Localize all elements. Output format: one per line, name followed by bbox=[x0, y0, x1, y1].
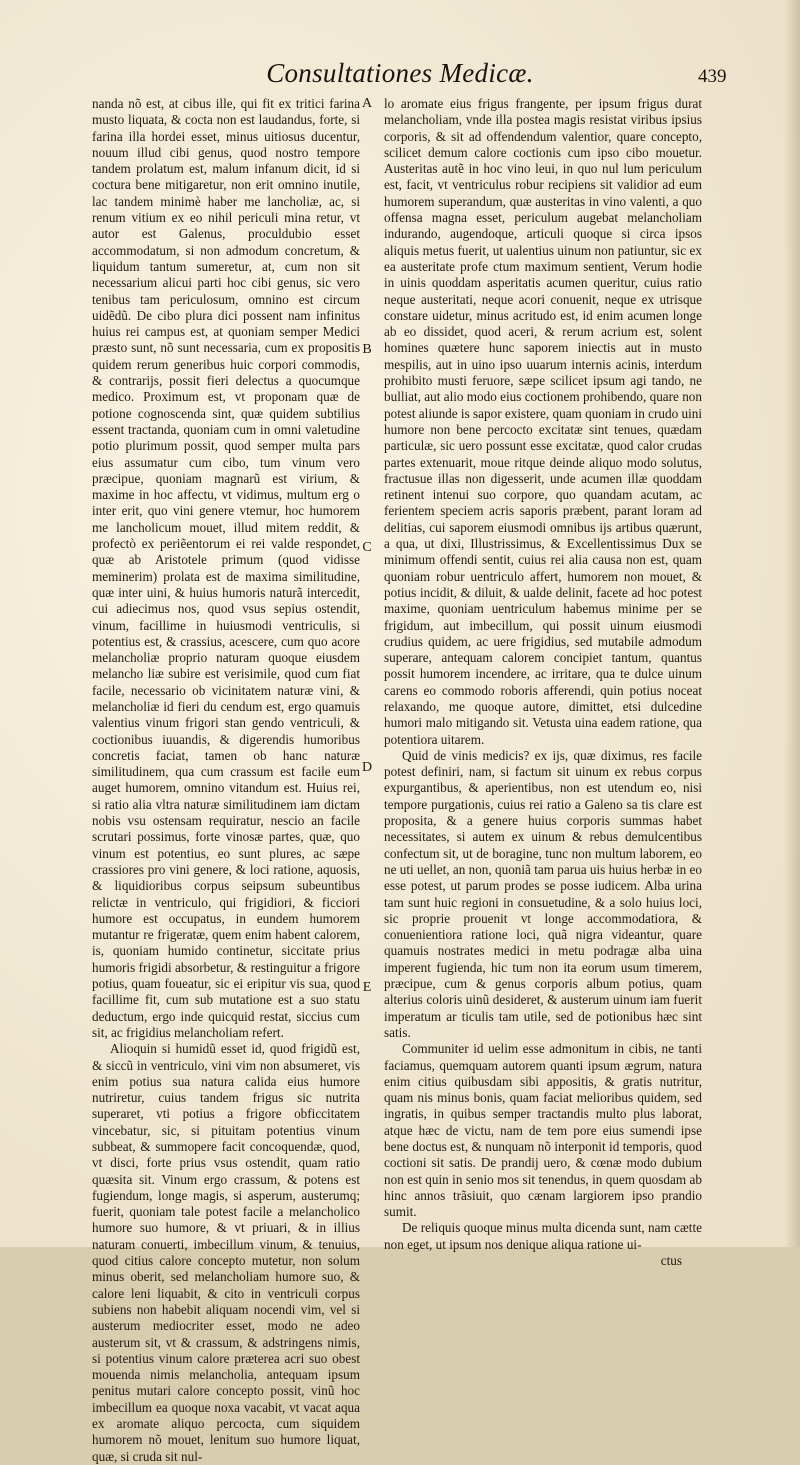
catchword: ctus bbox=[660, 1253, 682, 1269]
right-paragraph-2: Quid de vinis medicis? ex ijs, quæ diximus, res facile potest definiri, nam, si factum sit uinum ex rebus corpus expurgantibus, & aperientibus, non est utendum eo, nisi tempore purgationis, cuius rei ratio a Galeno sa tis clare est proposita, & a genere huius corporis summas habet necessitates, si autem ex uinum & rebus demulcentibus confectum sit, ut de boragine, tunc non multum laborem, eo ne uti uellet, an non, quoniã tam parua uis huius herbæ in eo esse potest, ut parum prodes se posse iudicem. Alba urina tam sunt huic regioni in consuetudine, & a solo huius loci, sic proprie prouenit vt longe accommodatiora, & conuenientiora ratione loci, quã nigra videantur, quare quamuis nostrates medici in metu podragæ alba uina imperent fugienda, hic tum non ita eorum usum timerem, præcipue, cum & genus corporis album potius, quam alterius coloris uinũ desideret, & austerum uinum iam fuerit imperatum ar ticulis tam utile, sed de potionibus hæc sint satis. bbox=[384, 747, 702, 1040]
right-paragraph-3: Communiter id uelim esse admonitum in cibis, ne tanti faciamus, quemquam autorem quanti ipsum ægrum, natura enim citius quibusdam sibi appositis, & gratis nutritur, quam nis minus bonis, quam faciat melioribus quidem, sed ingratis, in quibus semper tractandis multo plus laborat, atque hæc de victu, nam de tem pore eius sumendi ipse bene doctus est, & nunquam nõ interponit id temporis, quod coctioni sit satis. De prandij uero, & cœnæ modo dubium non est quin in senio mos sit tenendus, in quem quosdam ab hinc annos trãsiuit, quo cænam largiorem ipso prandio sumit. bbox=[384, 1041, 702, 1220]
right-paragraph-4: De reliquis quoque minus multa dicenda sunt, nam cætte non eget, ut ipsum nos denique aliqua ratione ui- bbox=[384, 1220, 702, 1252]
section-marker-c: C bbox=[362, 540, 372, 555]
running-header-title: Consultationes Medicæ. bbox=[266, 58, 534, 88]
section-marker-d: D bbox=[361, 760, 373, 775]
page-edge-shadow bbox=[784, 0, 800, 1247]
left-paragraph-2: Alioquin si humidũ esset id, quod frigidũ est, & siccũ in ventriculo, vini vim non absumeret, vis enim potius sua natura calida eius humore nutriretur, cuius tandem frigus sic nutrita superaret, vti potius a frigore obficcitatem vincebatur, sic, si pituitam potentius vinum subbeat, & summopere facit concoquendæ, quod, vt disci, forte prius vsus ostendit, quam ratio quæsita sit. Vinum ergo crassum, & potens est fugiendum, longe magis, si asperum, austerumq; fuerit, quoniam tale potest facile a melancholico humore suo humore, & vt priuari, & in illius naturam conuerti, imbecillum vinum, & tenuius, quod citius calore concepto mutetur, non solum minus oberit, sed melancholiam humore suo, & calore leni liquabit, & cito in ventriculi corpus subiens non habebit aliquam nocendi vim, vel si austerum mediocriter esset, modo ne adeo austerum sit, vt & crassum, & adstringens nimis, si potentius vinum calore præterea acri suo obest mouenda nimis melancholia, antequam ipsum penitus mutari calore concepto possit, vinũ hoc imbecillum ea quoque noxa vacabit, vt vacat aqua ex aromate aliquo percocta, cum siquidem humorem nõ mouet, lenitum suo humore liquat, quæ, si cruda sit nul- bbox=[92, 1041, 360, 1464]
right-paragraph-1: lo aromate eius frigus frangente, per ipsum frigus durat melancholiam, vnde illa postea magis resistat viribus ipsius corporis, & sit ad offendendum valentior, quare concepto, scilicet demum calore coctionis cum ipso cibo mouetur. Austeritas autẽ in hoc vino leui, in quo nul lum periculum est, facit, vt ventriculus robur recipiens sit validior ad eum humorem superandum, quæ austeritas in vino valenti, a quo offensa magna esset, periculum augebat melancholiam indurando, augendoque, articuli quoque si circa ipsos aliquis metus fuerit, ut ualentius uinum non patiuntur, sic ex ea austeritate profe ctum maximum sentient, Verum hodie in uinis quoddam asperitatis acumen queritur, cuius ratio neque austeritati, neque acori conuenit, neque ex utrisque constare uidetur, minus acritudo est, id enim acumen longe ab eo dissidet, quod aceri, & rerum acrium est, solent homines quætere hunc saporem iniectis aut in musto mespilis, aut in uino ipso uuarum internis acinis, interdum prohibito musti feruore, sæpe scilicet ipsum agi tando, ne bulliat, aut alio modo eius coctionem prohibendo, quare non potest aliunde is sapor existere, quam quoniam in crudo uini humore non bene percocto excitatæ sint tenues, quædam particulæ, sic uero possunt esse excitatæ, quod calor crudas partes extenuarit, moue ritque deinde aliquo modo solutus, fractusue illas non digesserit, unde acumen illæ quoddam retinent intenui suo corpore, quo quandam acutam, ac ferientem speciem acris saporis præbent, parant loram ad delitias, cui saporem eiusmodi omnibus ijs artibus quærunt, a qua, ut dixi, Illustrissimus, & Excellentissimus Dux se minimum offendi sentit, cuius rei alia causa non est, quam quoniam robur uentriculo affert, humorem non mouet, & potius incidit, & diluit, & ualde delinit, facete ad hoc potest maxime, quoniam uentriculum habemus minime per se frigidum, aut imbecillum, qui possit uinum eiusmodi crudius quidem, ac uere frigidius, sed mutabile admodum superare, antequam calorem concipiet tantum, quantus possit humorem incendere, ac irritare, qua te dulce uinum carens eo commodo roboris afferendi, quin potius noceat relaxando, me quoque autore, dimittet, etsi dulcedine humori malo mitigando sit. Vetusta uina eadem ratione, qua potentiora uitarem. bbox=[384, 96, 702, 747]
left-text-column bbox=[92, 96, 360, 1464]
right-text-column bbox=[384, 96, 702, 1269]
left-paragraph-1: nanda nõ est, at cibus ille, qui fit ex tritici farina musto liquata, & cocta non est laudandus, forte, si farina illa hordei esset, minus uitiosus ducentur, nouum illud cibi genus, quod nostro tempore tandem prolatum est, malum infanum dicit, id si coctura bene mitigaretur, non erit omnino inutile, lac tandem minimè haber me lancholiæ, ac, si renum vitium ex eo nihil periculi mina retur, vt autor est Galenus, proculdubio esset accommodatum, si non admodum concretum, & liquidum tantum sumeretur, at, cum non sit necessarium alicui parti hoc cibi genus, sic vero tenibus tam periculosum, omnino est circum uidẽdũ. De cibo plura dici possent nam infinitus huius rei campus est, at quoniam semper Medici præsto sunt, nõ sunt necessaria, cum ex propositis quidem rerum generibus huic corpori commodis, & contrarijs, possit fieri delectus a quocumque medico. Proximum est, vt proponam quæ de potione cognoscenda sint, quæ quidem subtilius essent tractanda, quoniam cum in omni valetudine potio plurimum possit, quod semper multa pars eius assumatur cum cibo, tum vinum vero præcipue, quoniam magnarũ est virium, & maxime in hoc affectu, vt vidimus, multum erg o inter erit, quo vini genere vtemur, hoc humorem me lancholicum mouet, illud mitem reddit, & profectò ex periẽentorum ei rei valde respondet, quæ ab Aristotele primum (quod vidisse meminerim) prolata est de maxima similitudine, quæ inter uini, & huius humoris naturã intercedit, cui adiecimus nos, quod vsus sepius ostendit, vinum, facillime in huiusmodi ventriculis, si potentius est, & crassius, acescere, cum quo acore melancholiæ proprio naturam quoque eiusdem melancho liæ subire est verisimile, quod cum fiat facile, necessario ob vicinitatem naturæ vini, & melancholiæ id fieri du cendum est, ergo quamuis valentius vinum frigori stan gendo ventriculi, & coctionibus iuuandis, & digerendis humoribus concretis faciat, tamen ob hanc naturæ similitudinem, qua cum crassum est facile eum auget humorem, omnino vitandum est. Huius rei, si ratio alia vltra naturæ similitudinem iam dictam nobis vsu ostensam requiratur, nescio an facile scrutari possimus, forte vinosæ partes, quæ, quo vinum est potentius, eo sunt plures, ac sæpe crassiores pro vini genere, & loci ratione, aquosis, & liquidioribus corpus seipsum subeuntibus relictæ in ventriculo, qui frigidiori, & ficciori humore est occupatus, in eundem humorem mutantur re frigeratæ, quem enim habent calorem, is, quoniam humido continetur, siccitate prius humoris frigidi absorbetur, & restinguitur a frigore potius, quam foueatur, sic ei eripitur vis sua, quod facillime fit, cum sub mutatione est a suo statu deductum, ergo inde quicquid restat, siccius cum sit, ac frigidius melancholiam refert. bbox=[92, 96, 360, 1040]
section-marker-e: E bbox=[362, 980, 372, 995]
section-marker-b: B bbox=[362, 342, 372, 357]
page-number: 439 bbox=[698, 66, 727, 87]
section-marker-a: A bbox=[361, 96, 373, 111]
